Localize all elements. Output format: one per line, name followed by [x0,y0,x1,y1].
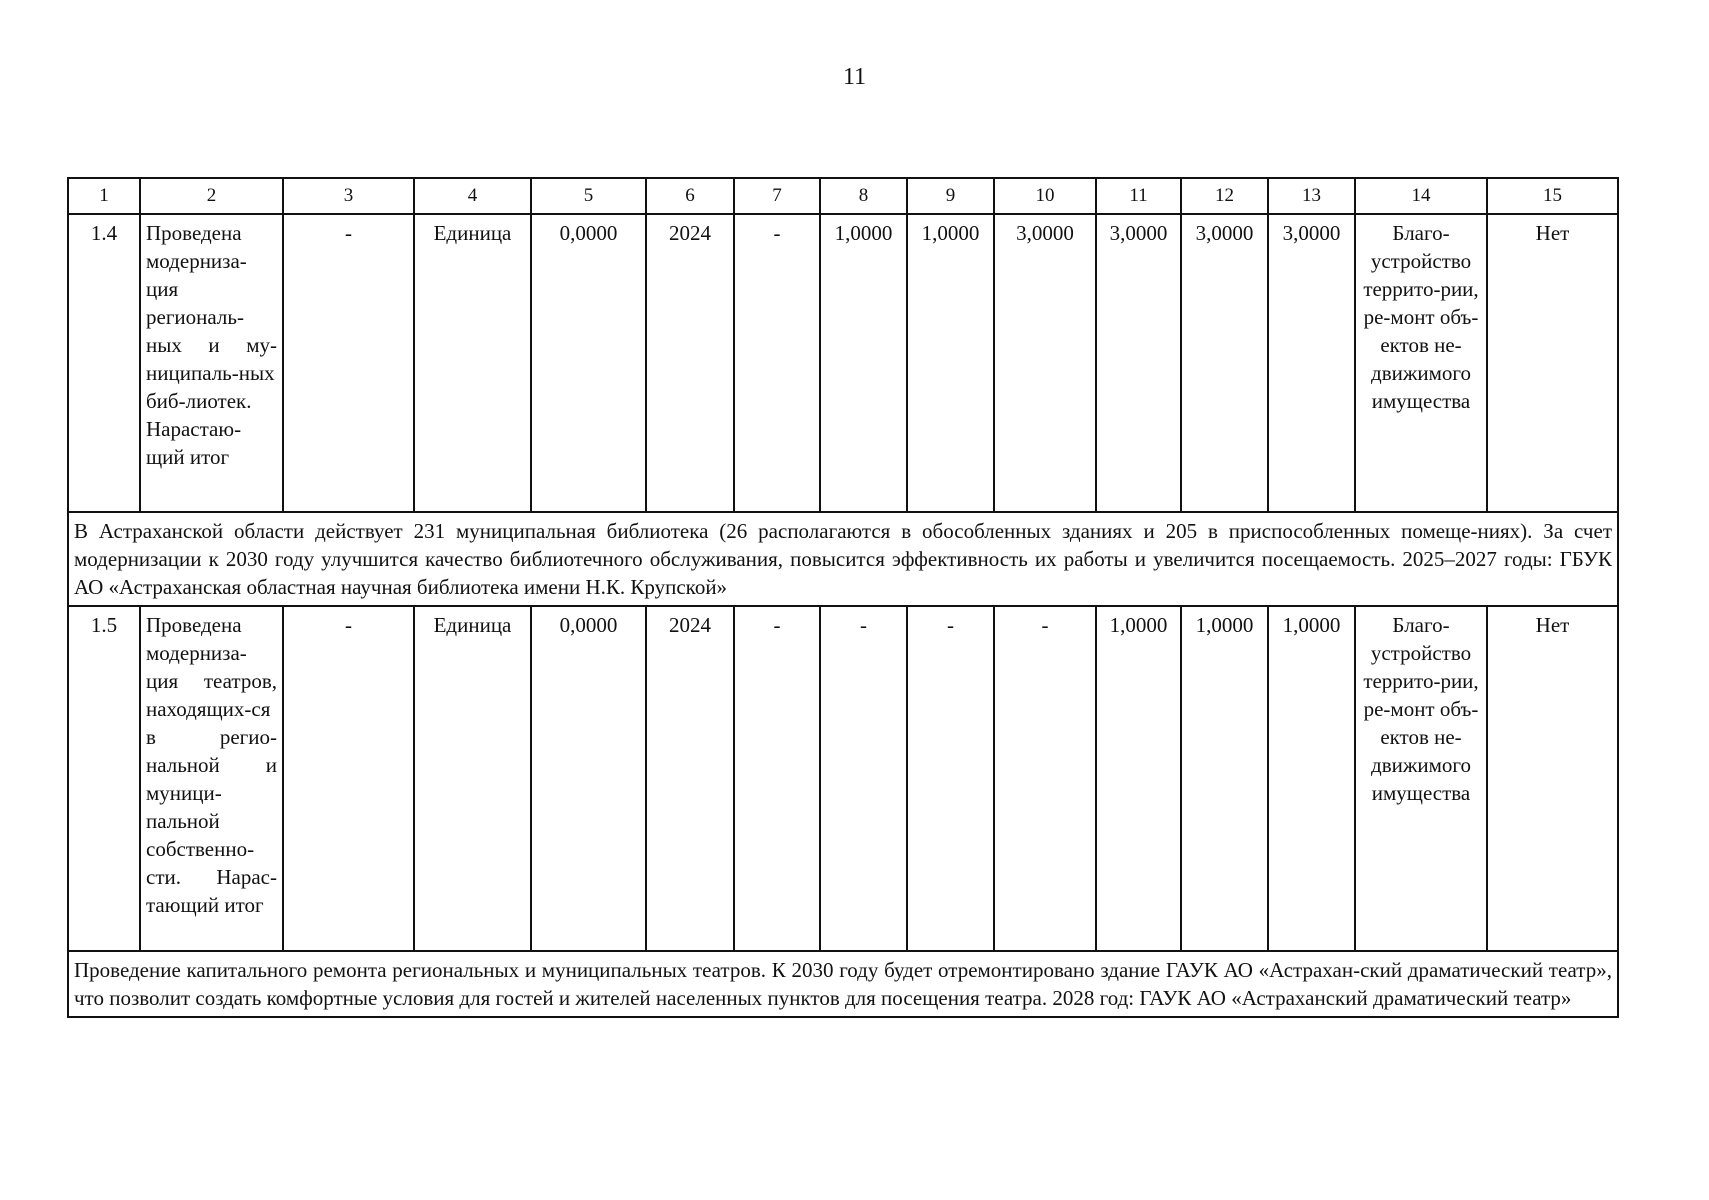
cell-col13: 3,0000 [1268,214,1355,512]
base-value-cell: 0,0000 [531,606,646,951]
cell-col15: Нет [1487,606,1618,951]
column-number: 3 [283,178,414,214]
indicators-table [67,177,1619,1018]
column-number: 6 [646,178,734,214]
cell-col13: 1,0000 [1268,606,1355,951]
row-number: 1.5 [68,606,140,951]
cell-col9: - [907,606,994,951]
column-number: 2 [140,178,283,214]
indicator-name: Проведена модерниза-ция региональ-ных и му-ниципаль-ных биб-лиотек. Нарастаю-щий итог [140,214,283,512]
cell-col14: Благо-устройство террито-рии, ре-монт объ-ектов не-движимого имущества [1355,606,1487,951]
column-number: 11 [1096,178,1181,214]
table-row [68,214,1618,512]
table-row [68,606,1618,951]
cell-col3: - [283,606,414,951]
unit-cell: Единица [414,214,531,512]
column-number-row [68,178,1618,214]
base-value-cell: 0,0000 [531,214,646,512]
column-number: 5 [531,178,646,214]
row-note: В Астраханской области действует 231 муниципальная библиотека (26 располагаются в обособленных зданиях и 205 в приспособленных помеще-ниях). За счет модернизации к 2030 году улучшится качество библиотечного обслуживания, повысится эффективность их работы и увеличится посещаемость. 2025–2027 годы: ГБУК АО «Астраханская областная научная библиотека имени Н.К. Крупской» [68,512,1618,606]
cell-col10: - [994,606,1096,951]
cell-col9: 1,0000 [907,214,994,512]
cell-col8: - [820,606,907,951]
unit-cell: Единица [414,606,531,951]
column-number: 7 [734,178,820,214]
cell-col11: 1,0000 [1096,606,1181,951]
column-number: 10 [994,178,1096,214]
cell-col12: 3,0000 [1181,214,1268,512]
cell-col10: 3,0000 [994,214,1096,512]
cell-col15: Нет [1487,214,1618,512]
column-number: 8 [820,178,907,214]
cell-col12: 1,0000 [1181,606,1268,951]
column-number: 1 [68,178,140,214]
column-number: 12 [1181,178,1268,214]
cell-col7: - [734,606,820,951]
column-number: 15 [1487,178,1618,214]
note-row [68,512,1618,606]
cell-col11: 3,0000 [1096,214,1181,512]
note-row [68,951,1618,1017]
indicator-name: Проведена модерниза-ция театров, находящих-ся в регио-нальной и муници-пальной собственно-сти. Нарас-тающий итог [140,606,283,951]
cell-col7: - [734,214,820,512]
column-number: 9 [907,178,994,214]
row-note: Проведение капитального ремонта региональных и муниципальных театров. К 2030 году будет отремонтировано здание ГАУК АО «Астрахан-ский драматический театр», что позволит создать комфортные условия для гостей и жителей населенных пунктов для посещения театра. 2028 год: ГАУК АО «Астраханский драматический театр» [68,951,1618,1017]
row-number: 1.4 [68,214,140,512]
column-number: 4 [414,178,531,214]
cell-col14: Благо-устройство террито-рии, ре-монт объ-ектов не-движимого имущества [1355,214,1487,512]
base-year-cell: 2024 [646,606,734,951]
cell-col3: - [283,214,414,512]
column-number: 13 [1268,178,1355,214]
page-number: 11 [842,64,867,90]
base-year-cell: 2024 [646,214,734,512]
cell-col8: 1,0000 [820,214,907,512]
column-number: 14 [1355,178,1487,214]
